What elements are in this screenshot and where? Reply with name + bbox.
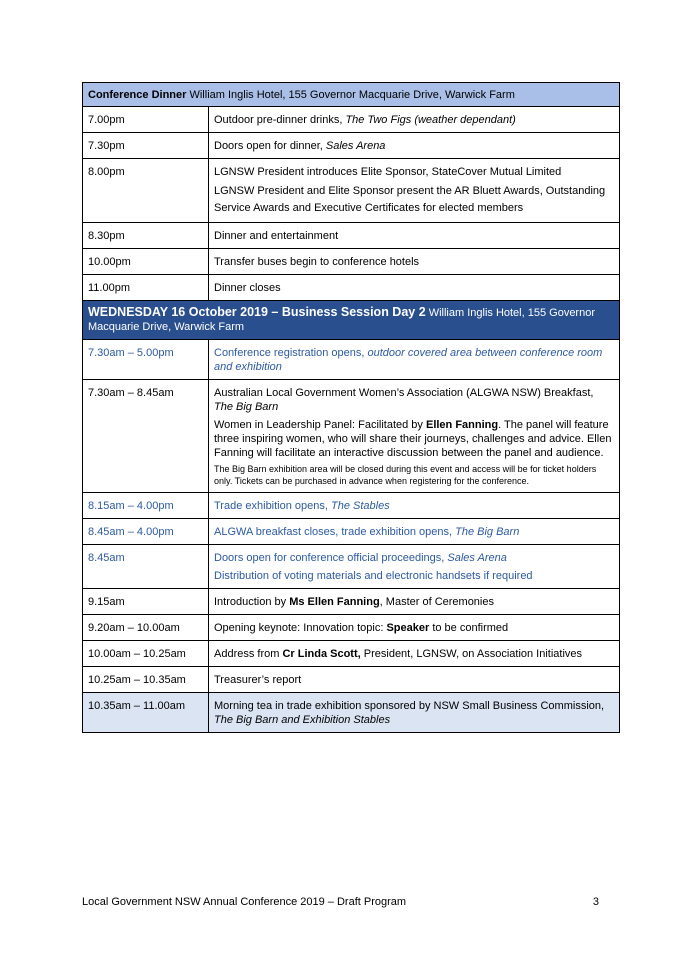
activity-cell — [209, 493, 620, 519]
panel-text: Women in Leadership Panel: Facilitated by — [214, 419, 426, 431]
breakfast-location: The Big Barn — [214, 401, 279, 413]
activity-location: The Big Barn and Exhibition Stables — [214, 714, 391, 726]
time-cell: 10.25am – 10.35am — [83, 667, 209, 693]
time-cell: 8.45am – 4.00pm — [83, 519, 209, 545]
activity-line — [214, 551, 614, 565]
table-row — [83, 493, 620, 519]
panel-facilitator: Ellen Fanning — [425, 419, 499, 431]
activity-line: LGNSW President introduces Elite Sponsor, StateCover Mutual Limited — [214, 166, 562, 178]
time-cell: 11.00pm — [83, 275, 209, 301]
activity-cell — [209, 615, 620, 641]
day2-heading-bold: WEDNESDAY 16 October 2019 – Business Session Day 2 — [88, 305, 426, 319]
activity-text: to be confirmed — [429, 622, 509, 634]
activity-cell: Transfer buses begin to conference hotels — [209, 249, 620, 275]
activity-cell: Dinner and entertainment — [209, 223, 620, 249]
activity-location: Sales Arena — [325, 140, 386, 152]
table-row — [83, 615, 620, 641]
activity-line: LGNSW President and Elite Sponsor present the AR Bluett Awards, Outstanding Service Awards and Executive Certificates for elected members — [214, 185, 606, 214]
activity-text: Outdoor pre-dinner drinks, — [214, 114, 346, 126]
activity-cell: Treasurer’s report — [209, 667, 620, 693]
activity-cell — [209, 159, 620, 223]
page-footer — [82, 896, 599, 908]
day2-heading-row — [83, 301, 620, 340]
activity-text: President, LGNSW, on Association Initiatives — [360, 648, 583, 660]
table-row — [83, 275, 620, 301]
activity-location: outdoor covered area between conference room and exhibition — [214, 347, 603, 373]
activity-location: The Stables — [331, 500, 390, 512]
activity-cell — [209, 107, 620, 133]
activity-text: , Master of Ceremonies — [379, 596, 494, 608]
activity-text: Morning tea in trade exhibition sponsored by NSW Small Business Commission, — [214, 700, 605, 712]
activity-cell — [209, 589, 620, 615]
breakfast-title: Australian Local Government Women’s Association (ALGWA NSW) Breakfast, — [214, 387, 594, 399]
activity-location: The Big Barn — [455, 526, 520, 538]
day2-heading — [83, 301, 620, 340]
activity-text: Doors open for dinner, — [214, 140, 326, 152]
activity-cell — [209, 380, 620, 493]
speaker-name: Ms Ellen Fanning — [289, 596, 380, 608]
table-row — [83, 545, 620, 589]
time-cell: 8.45am — [83, 545, 209, 589]
footer-title: Local Government NSW Annual Conference 2019 – Draft Program — [82, 896, 407, 908]
program-table — [82, 82, 620, 733]
activity-line — [214, 386, 614, 414]
dinner-heading-bold: Conference Dinner — [88, 89, 187, 101]
activity-cell — [209, 641, 620, 667]
table-row — [83, 519, 620, 545]
activity-cell: Dinner closes — [209, 275, 620, 301]
time-cell: 8.00pm — [83, 159, 209, 223]
activity-text: ALGWA breakfast closes, trade exhibition opens, — [214, 526, 456, 538]
time-cell: 7.00pm — [83, 107, 209, 133]
dinner-heading-row — [83, 83, 620, 107]
table-row — [83, 667, 620, 693]
day2-heading-venue: William Inglis Hotel, 155 Governor Macquarie Drive, Warwick Farm — [88, 307, 595, 333]
time-cell: 8.30pm — [83, 223, 209, 249]
activity-cell — [209, 693, 620, 733]
table-row — [83, 340, 620, 380]
activity-location: Sales Arena — [447, 552, 507, 564]
time-cell: 7.30am – 8.45am — [83, 380, 209, 493]
table-row — [83, 159, 620, 223]
table-row — [83, 380, 620, 493]
activity-cell — [209, 545, 620, 589]
activity-cell — [209, 519, 620, 545]
activity-text: Address from — [214, 648, 283, 660]
activity-text: Conference registration opens, — [214, 347, 368, 359]
activity-line: Distribution of voting materials and electronic handsets if required — [214, 570, 533, 582]
table-row — [83, 133, 620, 159]
table-row — [83, 107, 620, 133]
activity-text: Introduction by — [214, 596, 290, 608]
table-row — [83, 693, 620, 733]
time-cell: 9.20am – 10.00am — [83, 615, 209, 641]
activity-text: Doors open for conference official proceedings, — [214, 552, 448, 564]
time-cell: 8.15am – 4.00pm — [83, 493, 209, 519]
table-row — [83, 589, 620, 615]
table-row — [83, 249, 620, 275]
dinner-heading-venue: William Inglis Hotel, 155 Governor Macquarie Drive, Warwick Farm — [186, 89, 515, 101]
panel-description: . The panel will feature three inspiring women, who will share their journeys, challenges and advice. Ellen Fanning will facilitate an interactive discussion between the panel and audience. — [214, 419, 612, 459]
time-cell: 7.30am – 5.00pm — [83, 340, 209, 380]
table-row — [83, 223, 620, 249]
time-cell: 9.15am — [83, 589, 209, 615]
activity-cell — [209, 340, 620, 380]
page-number: 3 — [592, 896, 599, 908]
activity-cell — [209, 133, 620, 159]
activity-text: Opening keynote: Innovation topic: — [214, 622, 387, 634]
speaker-name: Cr Linda Scott, — [282, 648, 361, 660]
dinner-heading — [83, 83, 620, 107]
table-row — [83, 641, 620, 667]
time-cell: 10.35am – 11.00am — [83, 693, 209, 733]
time-cell: 7.30pm — [83, 133, 209, 159]
time-cell: 10.00pm — [83, 249, 209, 275]
speaker-name: Speaker — [386, 622, 430, 634]
breakfast-note: The Big Barn exhibition area will be closed during this event and access will be for ticket holders only. Tickets can be purchased in advance when registering for the conference. — [214, 464, 597, 486]
activity-text: Trade exhibition opens, — [214, 500, 331, 512]
activity-line — [214, 418, 614, 460]
activity-location: The Two Figs (weather dependant) — [345, 114, 516, 126]
time-cell: 10.00am – 10.25am — [83, 641, 209, 667]
